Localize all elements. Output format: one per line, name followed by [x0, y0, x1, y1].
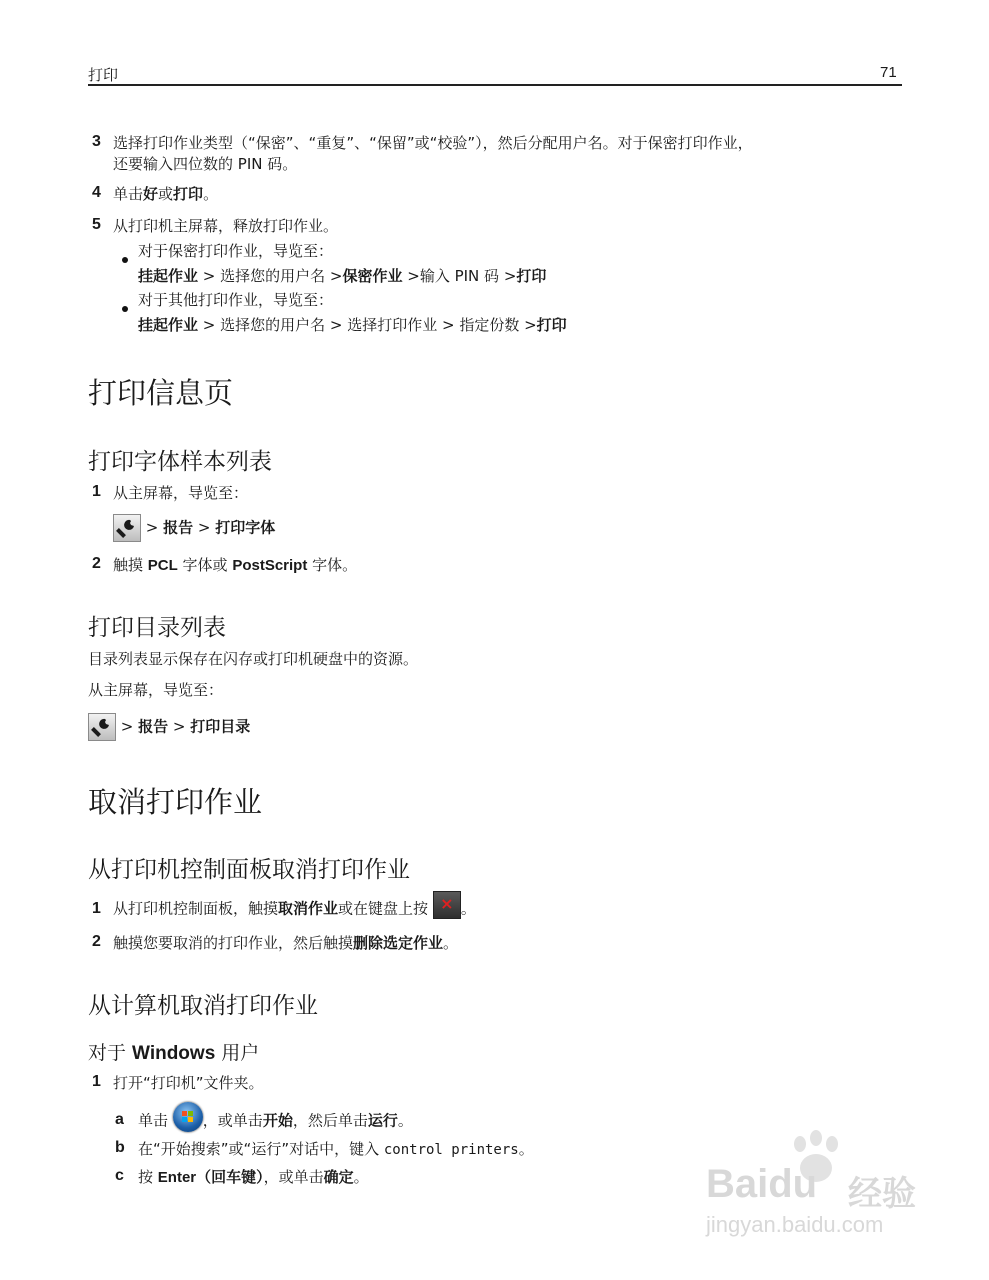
enter-key-note: （回车键）	[196, 1168, 264, 1186]
step-number: 3	[92, 133, 101, 150]
command-text: control printers	[383, 1142, 519, 1158]
substep-text-part: 按	[138, 1168, 158, 1186]
step-text-part: 。	[443, 934, 459, 952]
subsection-heading: 从打印机控制面板取消打印作业	[88, 857, 410, 883]
step-text-part: 单击	[113, 185, 144, 203]
substep-text-part: ，或单击	[202, 1111, 263, 1130]
subsection-heading: 从计算机取消打印作业	[88, 993, 318, 1019]
navigation-path	[138, 266, 546, 286]
path-item: > 选择您的用户名 > 选择打印作业 > 指定份数 >	[198, 316, 537, 334]
ok-button-label: 好	[143, 185, 159, 203]
subsection-heading: 打印目录列表	[88, 615, 226, 641]
substep-text-part: 。	[353, 1168, 369, 1186]
step-number: 5	[92, 216, 101, 233]
step-text-part: 或在键盘上按	[338, 899, 429, 918]
step-number: 1	[92, 483, 101, 500]
postscript-label: PostScript	[232, 557, 308, 574]
cancel-job-label: 取消作业	[278, 899, 339, 918]
step-text-part: 从打印机控制面板，触摸	[113, 899, 279, 918]
step-number: 4	[92, 184, 101, 201]
run-label: 运行	[367, 1111, 398, 1130]
step-text-part: 触摸您要取消的打印作业，然后触摸	[113, 934, 354, 952]
section-heading: 打印信息页	[88, 376, 234, 410]
path-item: 打印	[516, 267, 547, 285]
substep-text	[138, 1167, 369, 1188]
heading-part: 对于	[88, 1042, 133, 1064]
substep-text-part: 。	[518, 1140, 534, 1158]
step-number: 2	[92, 555, 101, 572]
paragraph: 从主屏幕，导览至：	[88, 681, 224, 699]
step-text	[113, 933, 458, 953]
substep-text-part: 。	[397, 1111, 413, 1130]
windows-start-icon	[173, 1102, 203, 1132]
substep-letter: b	[115, 1139, 125, 1156]
substep-letter: c	[115, 1167, 124, 1184]
path-item: 打印目录	[190, 717, 251, 736]
path-item: 保密作业	[342, 267, 403, 285]
step-text	[113, 184, 218, 204]
navigation-path	[113, 514, 275, 542]
substep-text-part: ，然后单击	[292, 1111, 368, 1130]
running-header-section: 打印	[88, 66, 119, 84]
step-text: 从打印机主屏幕，释放打印作业。	[113, 217, 339, 235]
subsection-heading: 打印字体样本列表	[88, 449, 272, 475]
delete-selected-label: 删除选定作业	[353, 934, 444, 952]
substep-text	[138, 1139, 534, 1160]
section-heading: 取消打印作业	[88, 785, 263, 819]
path-item: >输入 PIN 码 >	[402, 267, 517, 285]
path-item: > 选择您的用户名 >	[198, 267, 343, 285]
wrench-icon	[113, 514, 141, 542]
step-text-part: 。	[460, 899, 476, 918]
path-separator: >	[141, 518, 164, 537]
step-text-part: 字体或	[177, 556, 233, 574]
bullet-text: 对于保密打印作业，导览至：	[138, 242, 334, 260]
path-separator: >	[168, 717, 191, 736]
path-item: 挂起作业	[138, 316, 199, 334]
watermark-brand-part: Bai	[706, 1162, 769, 1206]
path-item: 打印字体	[215, 518, 276, 537]
pcl-label: PCL	[147, 557, 178, 574]
stop-x-icon: ×	[433, 891, 461, 919]
path-separator: >	[193, 518, 216, 537]
substep-text-part: ，或单击	[263, 1168, 324, 1186]
page-number: 71	[880, 64, 897, 81]
step-text	[113, 555, 357, 576]
step-text-part: 字体。	[307, 556, 358, 574]
step-number: 2	[92, 933, 101, 950]
paragraph: 目录列表显示保存在闪存或打印机硬盘中的资源。	[88, 650, 419, 668]
watermark-brand-part: du	[768, 1162, 818, 1206]
subsubsection-heading	[88, 1038, 259, 1065]
step-number: 1	[92, 900, 101, 917]
step-text	[113, 891, 476, 919]
heading-part: 用户	[215, 1042, 260, 1064]
windows-label: Windows	[132, 1043, 216, 1064]
step-text: 还要输入四位数的 PIN 码。	[113, 155, 298, 173]
watermark-brand	[706, 1162, 817, 1207]
enter-key-label: Enter	[157, 1169, 197, 1186]
bullet-icon	[122, 248, 128, 267]
step-text-part: 或	[158, 185, 174, 203]
substep-text-part: 在“开始搜索”或“运行”对话中，键入	[138, 1140, 384, 1158]
step-text: 打开“打印机”文件夹。	[113, 1074, 264, 1092]
wrench-icon	[88, 713, 116, 741]
step-number: 1	[92, 1073, 101, 1090]
path-separator: >	[116, 717, 139, 736]
print-button-label: 打印	[173, 185, 204, 203]
path-item: 报告	[163, 518, 194, 537]
step-text-part: 触摸	[113, 556, 148, 574]
navigation-path	[138, 315, 567, 335]
ok-label: 确定	[323, 1168, 354, 1186]
bullet-text: 对于其他打印作业，导览至：	[138, 291, 334, 309]
watermark-product: 经验	[848, 1174, 916, 1214]
header-rule	[88, 84, 902, 86]
watermark-url: jingyan.baidu.com	[706, 1212, 884, 1237]
substep-letter: a	[115, 1111, 124, 1128]
path-item: 打印	[536, 316, 567, 334]
substep-text-part: 单击	[138, 1111, 169, 1130]
start-label: 开始	[262, 1111, 293, 1130]
step-text: 从主屏幕，导览至：	[113, 484, 249, 502]
step-text-part: 。	[203, 185, 219, 203]
step-text: 选择打印作业类型（“保密”、“重复”、“保留”或“校验”），然后分配用户名。对于保密打印作业，	[113, 134, 753, 152]
bullet-icon	[122, 297, 128, 316]
navigation-path	[88, 713, 250, 741]
path-item: 挂起作业	[138, 267, 199, 285]
path-item: 报告	[138, 717, 169, 736]
substep-text	[138, 1102, 413, 1132]
